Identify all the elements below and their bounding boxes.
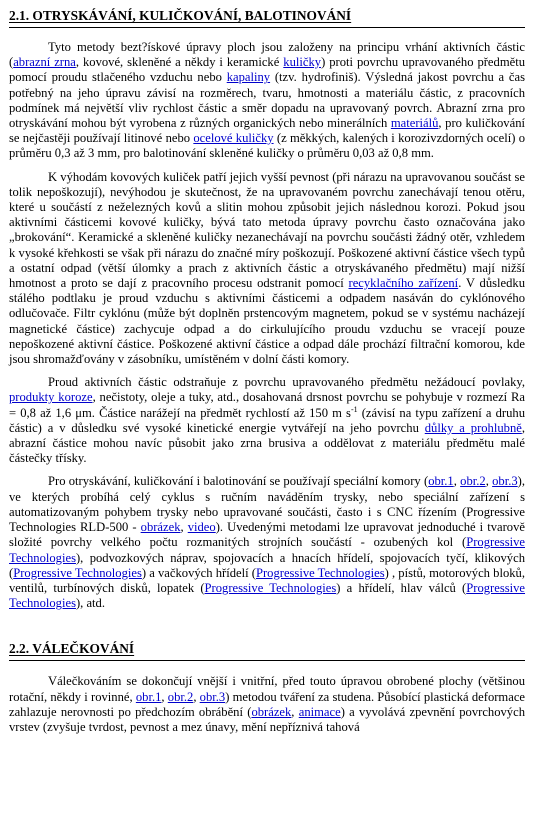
- inline-link[interactable]: materiálů: [390, 116, 439, 131]
- inline-link[interactable]: obr.1: [135, 689, 162, 704]
- paragraph-text: Proud aktivních částic odstraňuje z povrchu upravovaného předmětu nežádoucí povlaky,: [48, 375, 525, 390]
- inline-link[interactable]: produkty koroze: [9, 390, 93, 405]
- inline-link[interactable]: obr.2: [460, 474, 486, 489]
- paragraph-text: ) metodou tváření za studena. Působící plastická deformace zahlazuje nerovnosti po předchozím obrábění (: [9, 689, 525, 719]
- paragraph-text: Válečkováním se dokončují vnější i vnitřní, před touto úpravou obrobené plochy (většinou rotační, někdy i rovinné,: [9, 674, 525, 704]
- paragraph: [9, 375, 525, 466]
- inline-link[interactable]: obr.1: [428, 474, 454, 489]
- section-divider: [9, 27, 525, 28]
- section-title: 2.1. OTRYSKÁVÁNÍ, KULIČKOVÁNÍ, BALOTINOVÁNÍ: [9, 8, 352, 23]
- paragraph-text: , nečistoty, oleje a tuky, atd., dosahovaná drsnost povrchu se pohybuje v rozmezí Ra = 0,8 až 1,6 μm. Částice narážejí na předmět rychlostí až 150 m s: [9, 390, 525, 420]
- paragraph-text: ) a vyvolává zpevnění povrchových vrstev (zvyšuje tvrdost, pevnost a mez únavy, mění nepříznivá tahová: [9, 704, 525, 734]
- section-divider: [9, 660, 525, 661]
- paragraph-text: Pro otryskávání, kuličkování i balotinování se používají speciální komory (: [48, 474, 429, 489]
- section-heading-2: [9, 641, 525, 661]
- paragraph: [9, 674, 525, 735]
- inline-link[interactable]: obrázek: [251, 704, 292, 719]
- paragraph-text: ). Uvedenými metodami lze upravovat jednoduché i tvarově složité povrchy velkého počtu rozmanitých strojních součástí - ozubených kol (: [9, 520, 525, 550]
- paragraph-text: , pro kuličkování se nejčastěji používají litinové nebo: [9, 116, 525, 146]
- paragraph-text: ) a vačkových hřídelí (: [141, 565, 256, 580]
- paragraph-text: ,: [485, 474, 493, 489]
- paragraph: [9, 40, 525, 162]
- inline-link[interactable]: ocelové kuličky: [193, 131, 274, 146]
- paragraph-text: (z měkkých, kalených i korozivzdorných ocelí) o průměru 0,3 až 3 mm, pro balotinování skleněné kuličky o průměru 0,03 až 0,8 mm.: [9, 131, 525, 161]
- section-heading-1: [9, 8, 525, 28]
- paragraph-text: Tyto metody bezt?ískové úpravy ploch jsou založeny na principu vrhání aktivních částic (: [9, 40, 525, 70]
- paragraph-text: (tzv. hydrofiniš). Výsledná jakost povrchu a čas potřebný na jeho úpravu závisí na rozměrech, tvaru, hmotnosti a materiálu částic, z pracovních podmínek má největší vliv rychlost částic a směr dopadu na upravovaný povrch. Abrazní zrna pro otryskávání mohou být vyrobena z různých organických nebo minerálních: [9, 70, 525, 131]
- paragraph-text: ,: [193, 689, 200, 704]
- section-title: 2.2. VÁLEČKOVÁNÍ: [9, 641, 135, 657]
- inline-link[interactable]: video: [187, 520, 216, 535]
- superscript: -1: [350, 404, 358, 414]
- inline-link[interactable]: kuličky: [283, 55, 322, 70]
- paragraph-text: ) a hřídelí, hlav válců (: [336, 580, 467, 595]
- inline-link[interactable]: recyklačního zařízení: [348, 276, 459, 291]
- paragraph-text: ,: [291, 704, 299, 719]
- paragraph: [9, 170, 525, 368]
- paragraph-text: , kovové, skleněné a někdy i keramické: [75, 55, 284, 70]
- inline-link[interactable]: obr.3: [492, 474, 518, 489]
- paragraph-text: ,: [180, 520, 188, 535]
- inline-link[interactable]: kapaliny: [226, 70, 271, 85]
- inline-link[interactable]: Progressive Technologies: [9, 535, 525, 565]
- inline-link[interactable]: Progressive Technologies: [255, 565, 385, 580]
- paragraph-text: ) , pístů, motorových bloků, ventilů, turbínových disků, lopatek (: [9, 565, 525, 595]
- inline-link[interactable]: animace: [298, 704, 341, 719]
- inline-link[interactable]: abrazní zrna: [13, 55, 76, 70]
- paragraph-text: ,: [161, 689, 168, 704]
- inline-link[interactable]: Progressive Technologies: [13, 565, 142, 580]
- paragraph-text: (závisí na typu zařízení a druhu částic) a v důsledku své vysoké kinetické energie vytvářejí na jeho povrchu: [9, 405, 525, 435]
- inline-link[interactable]: obr.2: [167, 689, 194, 704]
- inline-link[interactable]: důlky a prohlubně: [424, 420, 522, 435]
- paragraph: [9, 474, 525, 611]
- paragraph-text: ), atd.: [75, 596, 105, 611]
- paragraph-text: , abrazní částice mohou navíc působit jako zrna brusiva a oddělovat z materiálu předmětu malé částečky třísky.: [9, 420, 525, 466]
- paragraph-text: ), ve kterých probíhá celý cyklus s ručním naváděním trysky, nebo speciální zařízení s automatizovaným pohybem trysky nebo upravované součásti, často i s CNC řízením (Progressive Technologies RLD-500 -: [9, 474, 526, 535]
- paragraph-text: ) proti povrchu upravovaného předmětu pomocí proudu stlačeného vzduchu nebo: [9, 55, 526, 85]
- paragraph-text: ), podvozkových náprav, spojovacích a hnacích hřídelí, spojovacích tyčí, klikových (: [9, 550, 525, 580]
- inline-link[interactable]: Progressive Technologies: [9, 580, 526, 611]
- inline-link[interactable]: obr.3: [199, 689, 226, 704]
- inline-link[interactable]: Progressive Technologies: [204, 580, 337, 595]
- paragraph-text: . V důsledku stálého podtlaku je proud vzduchu s aktivními částicemi a odpadem nasáván do cyklónového odlučovače. Filtr cyklónu (může být doplněn prstencovým magnetem, pokud se v systému nacházejí magnetické částice) zachycuje odpad a do cirkulujícího proudu vzduchu se vracejí pouze nepoškozené aktivní částice. Poškozené aktivní částice a odpad dále prochází filtrační komorou, kde jsou shromažďovány v zásobníku, umístěném v dolní části komory.: [9, 276, 526, 367]
- paragraph-text: K výhodám kovových kuliček patří jejich vyšší pevnost (při nárazu na upravovanou součást se tolik nepoškozují), nevýhodou je skutečnost, že na upravovaném povrchu zanechávají tenou otěru, které u součástí z neželezných kovů a slitin mohou způsobit jejich následnou korozi. Pokud jsou aktivními částicemi kovové kuličky, bývá tato metoda úpravy povrchu často označována jako „brokování“. Keramické a skleněné kuličky nezanechávají na povrchu součásti žádný otěr, vzhledem k vysoké křehkosti se však při nárazu do značné míry poškozují. Poškozené aktivní částice všech typů a ostatní odpad (větší úlomky a prach z aktivních částic a otryskávaného předmětu) mají nižší hmotnost a proto se dají z pracovního procesu odstranit pomocí: [9, 169, 525, 291]
- paragraph-text: ,: [453, 474, 461, 489]
- inline-link[interactable]: obrázek: [140, 520, 181, 535]
